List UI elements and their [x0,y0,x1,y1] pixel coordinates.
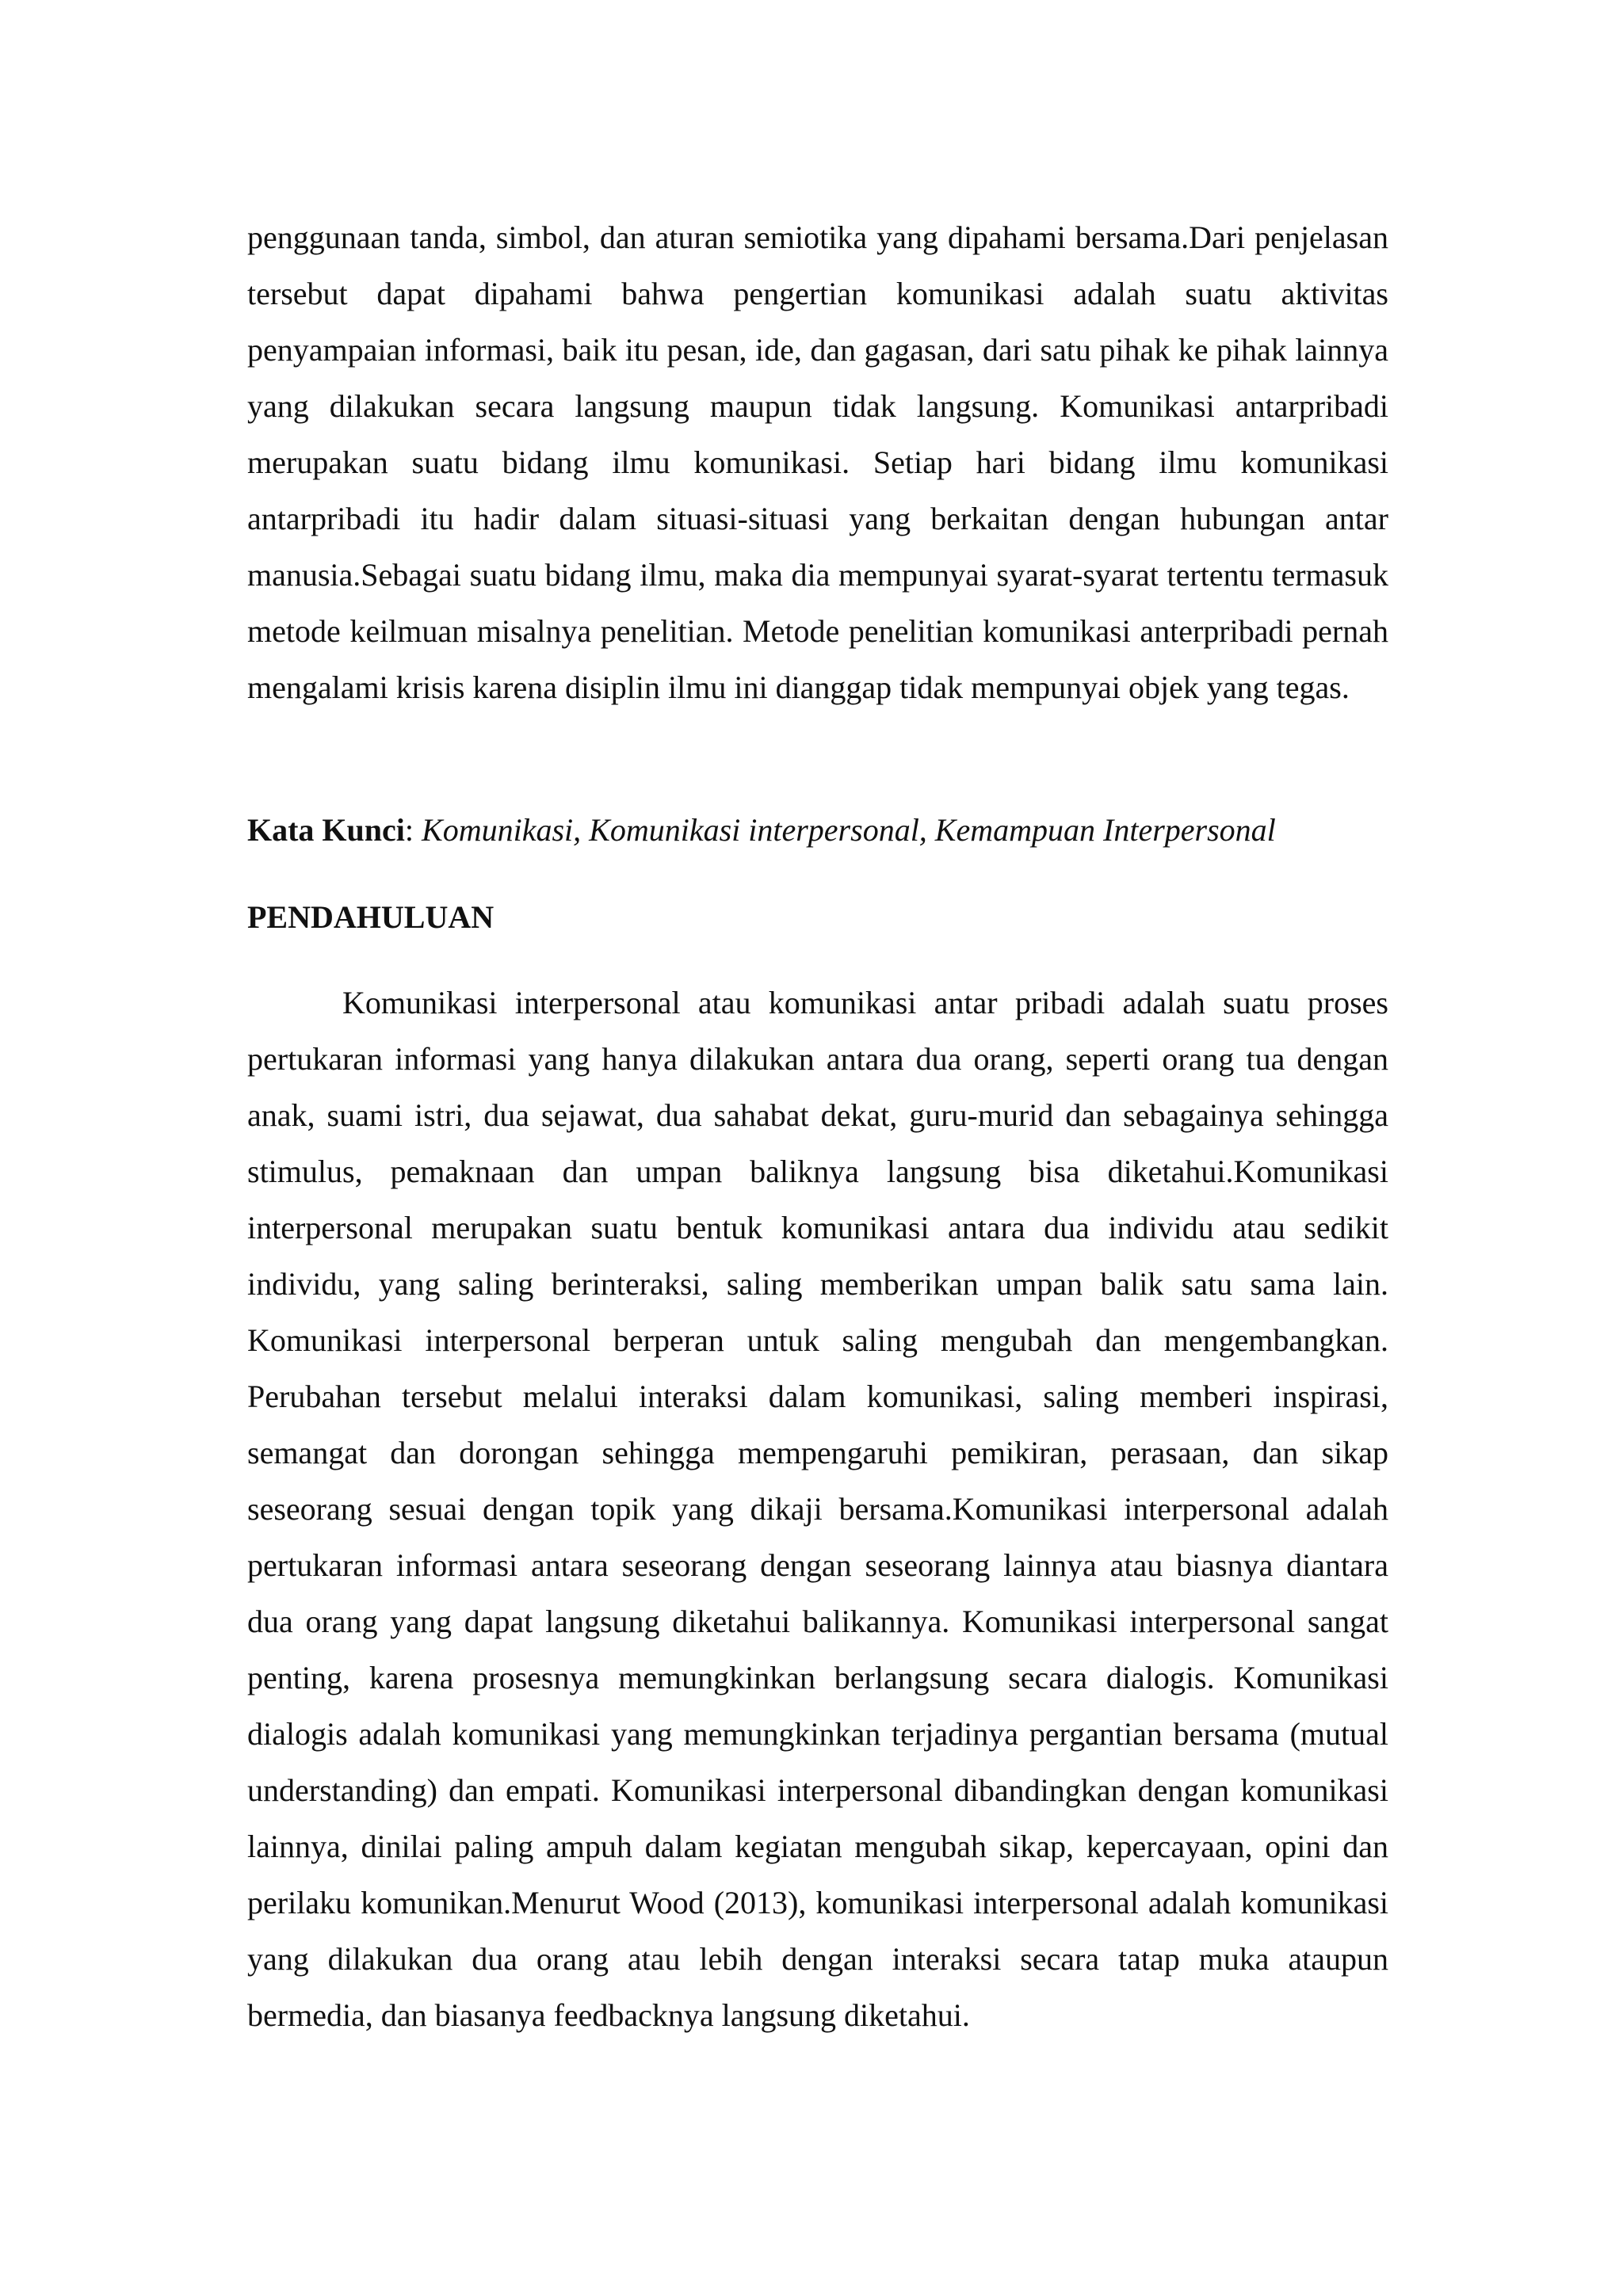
introduction-paragraph: Komunikasi interpersonal atau komunikasi antar pribadi adalah suatu proses pertukaran informasi yang hanya dilakukan antara dua orang, seperti orang tua dengan anak, suami istri, dua sejawat, dua sahabat dekat, guru-murid dan sebagainya sehingga stimulus, pemaknaan dan umpan baliknya langsung bisa diketahui.Komunikasi interpersonal merupakan suatu bentuk komunikasi antara dua individu atau sedikit individu, yang saling berinteraksi, saling memberikan umpan balik satu sama lain. Komunikasi interpersonal berperan untuk saling mengubah dan mengembangkan. Perubahan tersebut melalui interaksi dalam komunikasi, saling memberi inspirasi, semangat dan dorongan sehingga mempengaruhi pemikiran, perasaan, dan sikap seseorang sesuai dengan topik yang dikaji bersama.Komunikasi interpersonal adalah pertukaran informasi antara seseorang dengan seseorang lainnya atau biasnya diantara dua orang yang dapat langsung diketahui balikannya. Komunikasi interpersonal sangat penting, karena prosesnya memungkinkan berlangsung secara dialogis. Komunikasi dialogis adalah komunikasi yang memungkinkan terjadinya pergantian bersama (mutual understanding) dan empati. Komunikasi interpersonal dibandingkan dengan komunikasi lainnya, dinilai paling ampuh dalam kegiatan mengubah sikap, kepercayaan, opini dan perilaku komunikan.Menurut Wood (2013), komunikasi interpersonal adalah komunikasi yang dilakukan dua orang atau lebih dengan interaksi secara tatap muka ataupun bermedia, dan biasanya feedbacknya langsung diketahui. [247,985,1388,2033]
keywords-values: Komunikasi, Komunikasi interpersonal, Kemampuan Interpersonal [422,812,1276,848]
keywords-label: Kata Kunci [247,812,405,848]
abstract-continuation-paragraph: penggunaan tanda, simbol, dan aturan semiotika yang dipahami bersama.Dari penjelasan tersebut dapat dipahami bahwa pengertian komunikasi adalah suatu aktivitas penyampaian informasi, baik itu pesan, ide, dan gagasan, dari satu pihak ke pihak lainnya yang dilakukan secara langsung maupun tidak langsung. Komunikasi antarpribadi merupakan suatu bidang ilmu komunikasi. Setiap hari bidang ilmu komunikasi antarpribadi itu hadir dalam situasi-situasi yang berkaitan dengan hubungan antar manusia.Sebagai suatu bidang ilmu, maka dia mempunyai syarat-syarat tertentu termasuk metode keilmuan misalnya penelitian. Metode penelitian komunikasi anterpribadi pernah mengalami krisis karena disiplin ilmu ini dianggap tidak mempunyai objek yang tegas. [247,219,1388,705]
keywords-separator: : [404,812,422,848]
section-heading-pendahuluan: PENDAHULUAN [247,899,495,935]
keywords-line [247,802,1388,858]
